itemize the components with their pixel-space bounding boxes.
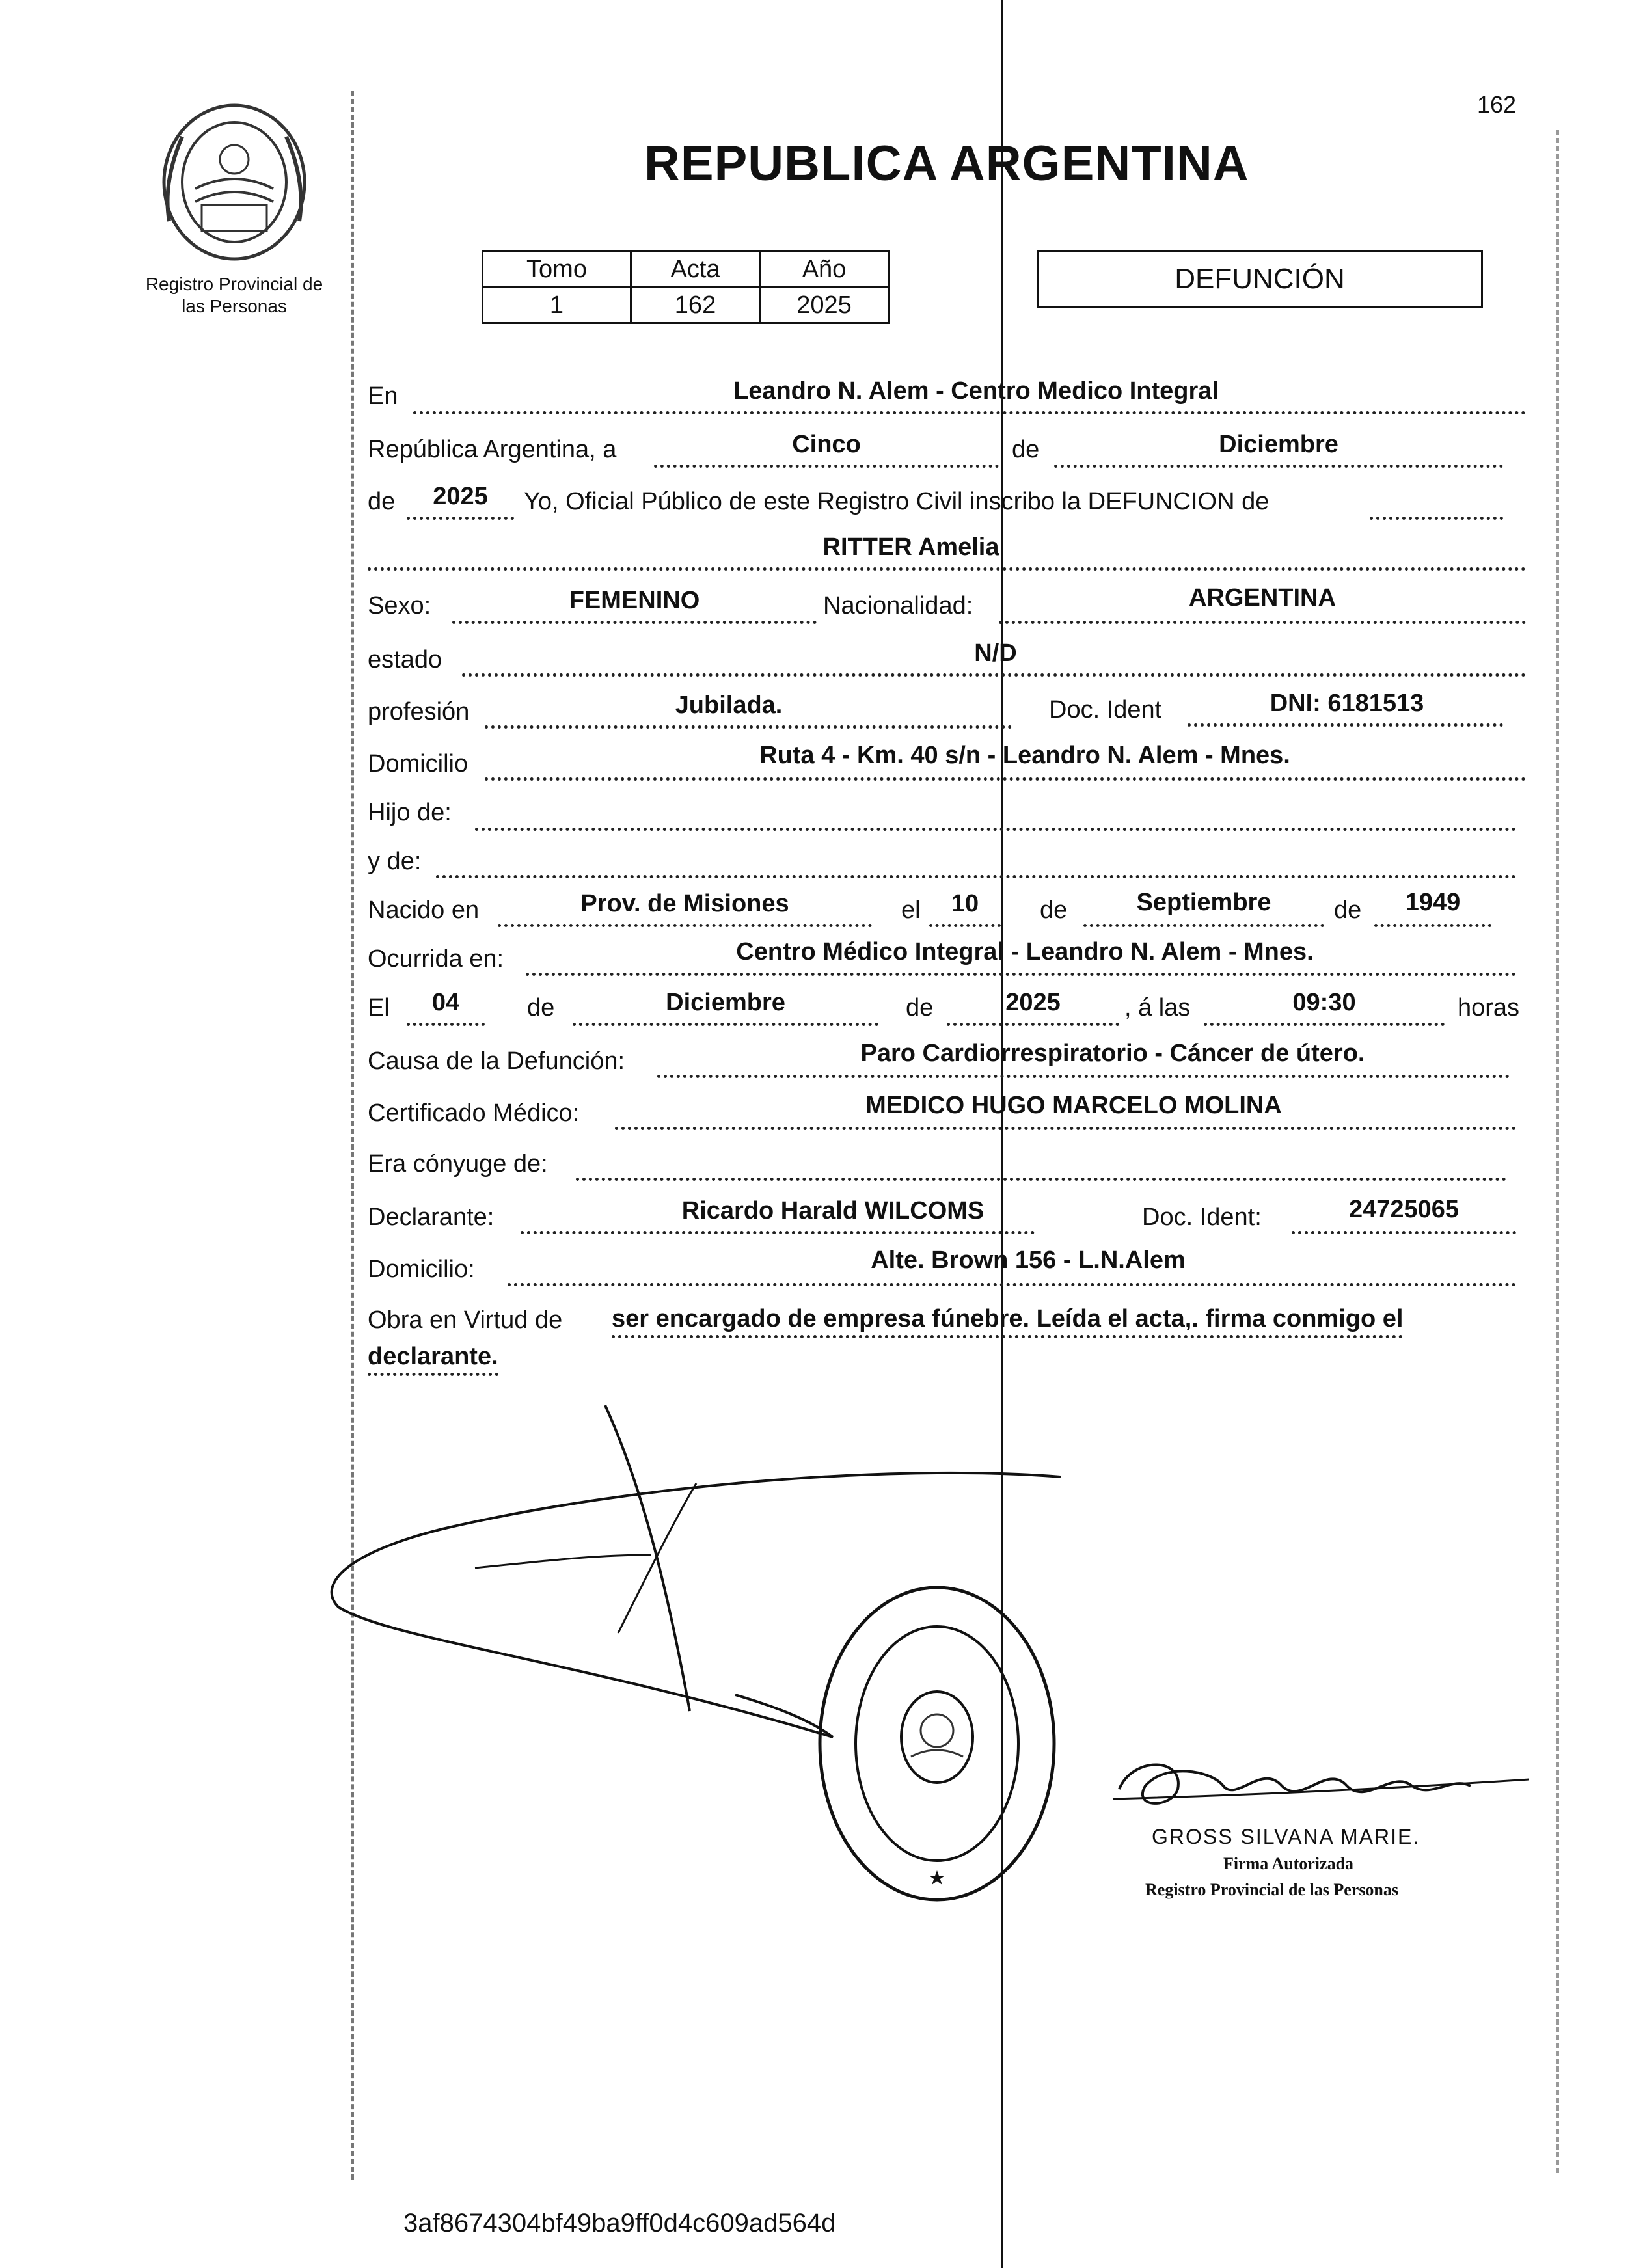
dotted-line <box>368 567 1526 571</box>
label-de-anio: de <box>368 488 396 515</box>
value-mes-inscripcion: Diciembre <box>1219 431 1338 458</box>
dotted-line <box>1204 1023 1445 1026</box>
value-nombre: RITTER Amelia <box>822 533 999 561</box>
value-nacido-mes: Septiembre <box>1136 889 1271 916</box>
label-sexo: Sexo: <box>368 592 431 619</box>
dotted-line <box>436 875 1516 878</box>
value-profesion: Jubilada. <box>675 692 783 719</box>
label-de: de <box>1012 436 1040 463</box>
value-certificado: MEDICO HUGO MARCELO MOLINA <box>865 1092 1282 1119</box>
label-en: En <box>368 383 398 410</box>
dotted-line <box>999 621 1526 624</box>
table-value-tomo: 1 <box>483 288 631 323</box>
value-documento: DNI: 6181513 <box>1270 690 1424 717</box>
value-declarante: Ricardo Harald WILCOMS <box>681 1197 985 1224</box>
label-doc-ident: Doc. Ident <box>1049 696 1162 723</box>
label-obra-en-virtud: Obra en Virtud de <box>368 1306 563 1334</box>
dotted-line <box>657 1075 1510 1078</box>
signer-office: Registro Provincial de las Personas <box>1145 1880 1399 1899</box>
value-nacido-anio: 1949 <box>1405 889 1461 916</box>
dotted-line <box>508 1283 1516 1286</box>
dotted-line <box>498 924 872 927</box>
value-nacido-dia: 10 <box>951 890 979 917</box>
page-number: 162 <box>1477 91 1517 118</box>
value-def-dia: 04 <box>431 989 460 1016</box>
label-doc-ident-declarante: Doc. Ident: <box>1142 1204 1262 1231</box>
value-def-hora: 09:30 <box>1292 989 1356 1016</box>
dotted-line <box>1370 517 1503 520</box>
label-el-cap: El <box>368 994 390 1021</box>
dotted-line <box>485 777 1526 781</box>
table-header-tomo: Tomo <box>483 252 631 288</box>
label-domicilio: Domicilio <box>368 750 469 777</box>
footer-hash: 3af8674304bf49ba9ff0d4c609ad564d <box>403 2209 836 2237</box>
label-de-def-anio: de <box>906 994 934 1021</box>
registry-caption-line2: las Personas <box>182 295 287 316</box>
dotted-line <box>407 517 514 520</box>
dotted-line <box>1083 924 1324 927</box>
dotted-line <box>485 725 1012 729</box>
label-yo-oficial: Yo, Oficial Público de este Registro Civil inscribo la DEFUNCION de <box>524 488 1270 515</box>
left-margin-line <box>351 91 354 2180</box>
value-obra-line1: ser encargado de empresa fúnebre. Leída el acta,. firma conmigo el <box>612 1306 1403 1338</box>
value-causa: Paro Cardiorrespiratorio - Cáncer de útero. <box>860 1040 1365 1067</box>
label-el: el <box>901 897 921 924</box>
registry-caption <box>117 273 351 317</box>
value-nacionalidad: ARGENTINA <box>1189 584 1336 612</box>
dotted-line <box>475 828 1516 831</box>
authorized-signature <box>1106 1750 1529 1822</box>
label-declarante: Declarante: <box>368 1204 495 1231</box>
value-estado: N/D <box>974 640 1017 667</box>
value-anio-inscripcion: 2025 <box>433 483 488 510</box>
record-type-box: DEFUNCIÓN <box>1037 250 1483 308</box>
dotted-line <box>1054 465 1503 468</box>
dotted-line <box>407 1023 485 1026</box>
table-header-acta: Acta <box>631 252 760 288</box>
table-header-anio: Año <box>760 252 889 288</box>
label-hijo-de: Hijo de: <box>368 799 452 826</box>
label-de-anio-nac: de <box>1334 897 1362 924</box>
label-profesion: profesión <box>368 698 470 725</box>
registry-caption-line1: Registro Provincial de <box>145 274 323 294</box>
dotted-line <box>413 411 1526 414</box>
dotted-line <box>654 465 999 468</box>
value-def-anio: 2025 <box>1005 989 1061 1016</box>
value-declarante-domicilio: Alte. Brown 156 - L.N.Alem <box>871 1247 1186 1274</box>
value-lugar: Leandro N. Alem - Centro Medico Integral <box>733 377 1219 405</box>
label-nacionalidad: Nacionalidad: <box>823 592 973 619</box>
value-sexo: FEMENINO <box>569 587 700 614</box>
dotted-line <box>573 1023 878 1026</box>
dotted-line <box>1374 924 1491 927</box>
dotted-line <box>1292 1231 1516 1234</box>
label-de-mes: de <box>1040 897 1068 924</box>
value-ocurrida-en: Centro Médico Integral - Leandro N. Alem - Mnes. <box>736 938 1314 965</box>
label-causa: Causa de la Defunción: <box>368 1047 625 1075</box>
label-a-las: , á las <box>1124 994 1191 1021</box>
table-value-acta: 162 <box>631 288 760 323</box>
dotted-line <box>526 973 1516 976</box>
value-domicilio: Ruta 4 - Km. 40 s/n - Leandro N. Alem - Mnes. <box>759 742 1290 769</box>
value-dia-inscripcion: Cinco <box>792 431 861 458</box>
label-conyuge: Era cónyuge de: <box>368 1150 548 1178</box>
dotted-line <box>462 673 1526 677</box>
signer-role: Firma Autorizada <box>1223 1854 1354 1873</box>
value-def-mes: Diciembre <box>666 989 785 1016</box>
value-obra-line2: declarante. <box>368 1344 498 1376</box>
record-table <box>482 250 890 324</box>
label-republica: República Argentina, a <box>368 436 617 463</box>
label-certificado: Certificado Médico: <box>368 1100 580 1127</box>
label-horas: horas <box>1458 994 1520 1021</box>
dotted-line <box>947 1023 1119 1026</box>
label-y-de: y de: <box>368 848 422 875</box>
table-value-anio: 2025 <box>760 288 889 323</box>
dotted-line <box>452 621 817 624</box>
dotted-line <box>521 1231 1035 1234</box>
label-nacido-en: Nacido en <box>368 897 480 924</box>
right-margin-line <box>1556 130 1559 2173</box>
label-estado: estado <box>368 646 442 673</box>
dotted-line <box>929 924 1001 927</box>
official-stamp <box>813 1581 1061 1906</box>
value-nacido-lugar: Prov. de Misiones <box>580 890 789 917</box>
label-ocurrida-en: Ocurrida en: <box>368 945 504 973</box>
fold-line <box>1001 0 1003 2268</box>
value-declarante-doc: 24725065 <box>1348 1196 1460 1223</box>
signer-name: GROSS SILVANA MARIE. <box>1152 1825 1420 1848</box>
label-domicilio-declarante: Domicilio: <box>368 1256 475 1283</box>
label-de-def-mes: de <box>527 994 555 1021</box>
dotted-line <box>615 1127 1516 1130</box>
dotted-line <box>576 1178 1506 1181</box>
dotted-line <box>1188 723 1503 727</box>
document-title: REPUBLICA ARGENTINA <box>644 136 1249 191</box>
provincial-emblem <box>156 98 312 267</box>
